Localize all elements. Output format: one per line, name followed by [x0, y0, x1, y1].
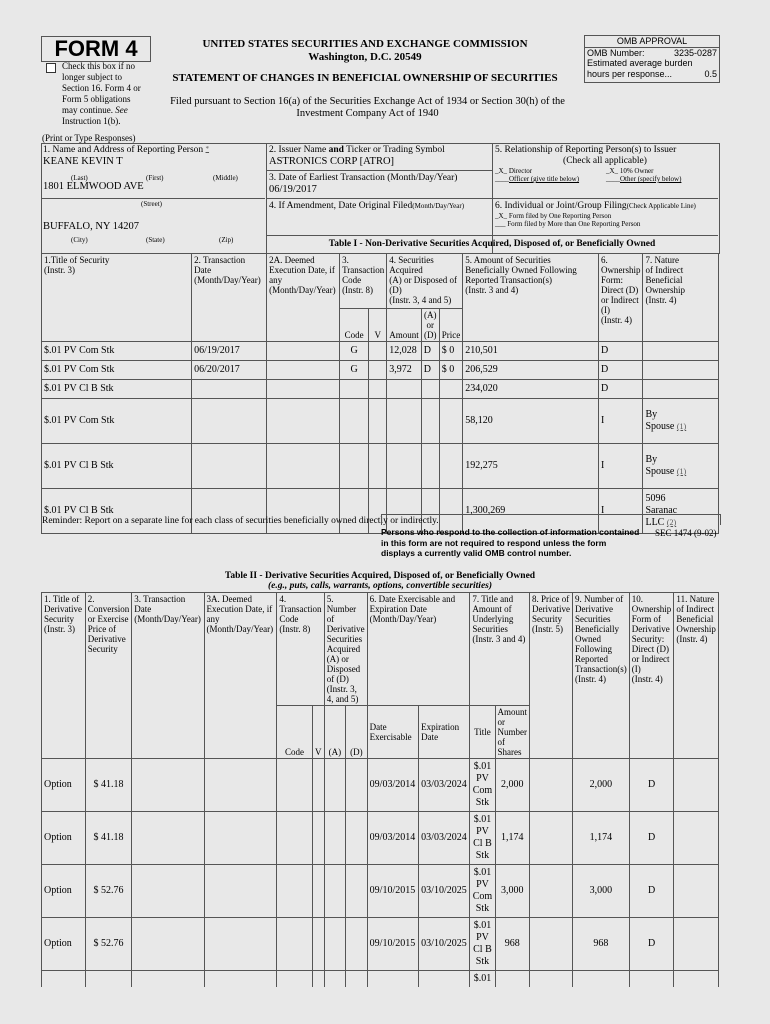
t1-transaction-date: 06/19/2017 — [192, 342, 267, 361]
t1-nature — [643, 380, 719, 399]
t2-price-derivative — [530, 971, 573, 988]
t1-owned: 1,300,269 — [463, 489, 599, 534]
t2-ownership-form: D — [629, 865, 674, 918]
t2-transaction-date — [132, 812, 204, 865]
t2-code — [277, 918, 312, 971]
t1-code: G — [340, 342, 369, 361]
t1-ownership-form: I — [598, 399, 643, 444]
last-label: (Last) — [71, 174, 88, 182]
reporting-name-label: 1. Name and Address of Reporting Person — [43, 145, 204, 155]
t2-amount-header: Amount or Number of Shares — [495, 706, 530, 759]
t2-conversion-price: $ 41.18 — [85, 812, 132, 865]
t1-nature — [643, 489, 719, 534]
middle-label: (Middle) — [213, 174, 238, 182]
t2-date-exercisable: 09/03/2014 — [367, 812, 419, 865]
t2-v — [312, 918, 324, 971]
t2-security-title: Option — [42, 865, 86, 918]
omb-hours: 0.5 — [704, 68, 717, 79]
t1-v — [369, 380, 387, 399]
t1-deemed-date — [267, 361, 340, 380]
t1-ownership-form: I — [598, 444, 643, 489]
t1-nature — [643, 444, 719, 489]
t1-row — [42, 361, 719, 380]
t1-footnote-link[interactable]: (1) — [676, 467, 687, 476]
t2-deemed-date — [204, 865, 277, 918]
t1-owned: 192,275 — [463, 444, 599, 489]
t2-col7-header: 7. Title and Amount of Underlying Securities (Instr. 3 and 4) — [470, 593, 530, 706]
t2-deemed-date — [204, 918, 277, 971]
t2-disposed — [346, 812, 368, 865]
t1-security-title: $.01 PV Cl B Stk — [42, 444, 192, 489]
t2-col5-header: 5. Number of Derivative Securities Acquired (A) or Disposed of (D) (Instr. 3, 4, and 5) — [324, 593, 367, 706]
omb-title: OMB APPROVAL — [585, 36, 719, 48]
t1-price — [439, 380, 463, 399]
t2-expiration-date: 03/03/2024 — [419, 759, 470, 812]
t1-code — [340, 399, 369, 444]
t2-row — [42, 759, 719, 812]
t2-ownership-form: D — [629, 812, 674, 865]
other-option[interactable]: ____Other (specify below) — [606, 175, 682, 183]
t2-conversion-price: $ 52.76 — [85, 865, 132, 918]
t2-row — [42, 971, 719, 988]
filed-pursuant-line1: Filed pursuant to Section 16(a) of the Securities Exchange Act of 1934 or Section 30(h) of the — [170, 96, 565, 107]
t1-price-header: Price — [439, 309, 463, 342]
t1-col1-header: 1.Title of Security (Instr. 3) — [42, 254, 192, 342]
street-label: (Street) — [141, 200, 162, 208]
t1-amount — [387, 380, 422, 399]
t2-d-header: (D) — [346, 706, 368, 759]
persons-notice: Persons who respond to the collection of information contained in this form are not required to respond unless the form displays a currently valid OMB control number. — [381, 527, 640, 558]
t2-conversion-price: $ 52.76 — [85, 918, 132, 971]
t1-aord — [421, 444, 439, 489]
t1-owned: 210,501 — [463, 342, 599, 361]
t2-row — [42, 865, 719, 918]
t1-v — [369, 399, 387, 444]
t2-col4-header: 4. Transaction Code (Instr. 8) — [277, 593, 324, 706]
t2-disposed — [346, 865, 368, 918]
t2-deemed-date — [204, 759, 277, 812]
t2-acquired — [324, 918, 345, 971]
t1-nature — [643, 342, 719, 361]
t1-security-title: $.01 PV Cl B Stk — [42, 380, 192, 399]
t2-conversion-price — [85, 971, 132, 988]
officer-option[interactable]: ____Officer (give title below) — [495, 175, 580, 183]
t2-v — [312, 971, 324, 988]
more-persons-option[interactable]: ___ Form filed by More than One Reporting Person — [495, 220, 641, 228]
omb-hours-label: hours per response... — [587, 68, 673, 79]
t2-v — [312, 812, 324, 865]
t2-ownership-form: D — [629, 759, 674, 812]
t2-code — [277, 812, 312, 865]
t1-col3-header: 2A. Deemed Execution Date, if any (Month/Day/Year) — [267, 254, 340, 342]
t1-price: $ 0 — [439, 342, 463, 361]
t2-transaction-date — [132, 971, 204, 988]
t2-date-exercisable: 09/03/2014 — [367, 759, 419, 812]
t1-v — [369, 361, 387, 380]
t2-nature — [674, 759, 719, 812]
t1-code — [340, 489, 369, 534]
t1-nature — [643, 399, 719, 444]
t2-underlying-amount: 1,174 — [495, 812, 530, 865]
t2-col2-header: 2. Conversion or Exercise Price of Derivative Security — [85, 593, 132, 759]
t1-security-title: $.01 PV Cl B Stk — [42, 489, 192, 534]
t1-ownership-form: D — [598, 342, 643, 361]
t1-col2-header: 2. Transaction Date (Month/Day/Year) — [192, 254, 267, 342]
sec-code: SEC 1474 (9-02) — [655, 528, 717, 538]
t1-security-title: $.01 PV Com Stk — [42, 342, 192, 361]
t2-col10-header: 10. Ownership Form of Derivative Security: Direct (D) or Indirect (I) (Instr. 4) — [629, 593, 674, 759]
t1-security-title: $.01 PV Com Stk — [42, 399, 192, 444]
t1-nature-text: By Spouse — [645, 454, 675, 477]
director-option[interactable]: _X_ Director — [495, 167, 533, 175]
no-longer-subject-checkbox[interactable] — [46, 63, 56, 73]
t2-acquired — [324, 971, 345, 988]
t2-col1-header: 1. Title of Derivative Security (Instr. 3) — [42, 593, 86, 759]
omb-approval-box — [584, 35, 720, 83]
agency-name: UNITED STATES SECURITIES AND EXCHANGE COMMISSION — [202, 38, 528, 50]
individual-filing-label: 6. Individual or Joint/Group Filing(Check Applicable Line) — [495, 201, 696, 211]
earliest-date: 06/19/2017 — [269, 184, 317, 195]
city-label: (City) — [71, 236, 88, 244]
table1 — [41, 253, 719, 534]
t2-col3a-header: 3A. Deemed Execution Date, if any (Month/Day/Year) — [204, 593, 277, 759]
t1-transaction-date — [192, 444, 267, 489]
t2-expiration-date: 03/03/2024 — [419, 812, 470, 865]
t2-title-header: Title — [470, 706, 495, 759]
t1-amount — [387, 444, 422, 489]
t1-row — [42, 380, 719, 399]
t1-aord — [421, 399, 439, 444]
t2-row — [42, 918, 719, 971]
zip-label: (Zip) — [219, 236, 234, 244]
t2-owned: 968 — [573, 918, 630, 971]
t2-code — [277, 865, 312, 918]
t1-amount — [387, 399, 422, 444]
table2 — [41, 592, 719, 987]
t1-col4-header: 3. Transaction Code (Instr. 8) — [340, 254, 387, 309]
t2-owned — [573, 971, 630, 988]
issuer-name: ASTRONICS CORP [ATRO] — [269, 156, 395, 167]
t1-transaction-date — [192, 380, 267, 399]
t2-disposed — [346, 918, 368, 971]
t1-owned: 58,120 — [463, 399, 599, 444]
t1-deemed-date — [267, 489, 340, 534]
omb-number: 3235-0287 — [673, 47, 717, 58]
t2-transaction-date — [132, 759, 204, 812]
t2-code-header: Code — [277, 706, 312, 759]
t1-owned: 234,020 — [463, 380, 599, 399]
t1-price — [439, 444, 463, 489]
t2-acquired — [324, 865, 345, 918]
t1-v — [369, 444, 387, 489]
t2-expiration-date — [419, 971, 470, 988]
t2-security-title — [42, 971, 86, 988]
t2-price-derivative — [530, 918, 573, 971]
t1-col5-header: 4. Securities Acquired (A) or Disposed of (D) (Instr. 3, 4 and 5) — [387, 254, 463, 309]
t1-price: $ 0 — [439, 361, 463, 380]
t1-aord — [421, 380, 439, 399]
t2-col3-header: 3. Transaction Date (Month/Day/Year) — [132, 593, 204, 759]
filed-pursuant-line2: Investment Company Act of 1940 — [296, 108, 439, 119]
t2-transaction-date — [132, 918, 204, 971]
t1-security-title: $.01 PV Com Stk — [42, 361, 192, 380]
table2-title: Table II - Derivative Securities Acquired, Disposed of, or Beneficially Owned — [224, 571, 536, 581]
t2-conversion-price: $ 41.18 — [85, 759, 132, 812]
t1-ownership-form: D — [598, 361, 643, 380]
t2-v — [312, 865, 324, 918]
t1-ownership-form: D — [598, 380, 643, 399]
t2-deemed-date — [204, 971, 277, 988]
t1-v-header: V — [369, 309, 387, 342]
t2-price-derivative — [530, 759, 573, 812]
t2-date-exercisable — [367, 971, 419, 988]
t2-col11-header: 11. Nature of Indirect Beneficial Ownership (Instr. 4) — [674, 593, 719, 759]
issuer-label: 2. Issuer Name and Ticker or Trading Symbol — [269, 145, 445, 155]
t1-owned: 206,529 — [463, 361, 599, 380]
reporting-name: KEANE KEVIN T — [43, 156, 123, 167]
t1-aord: D — [421, 342, 439, 361]
checkbox-text: Check this box if no longer subject to Section 16. Form 4 or Form 5 obligations may continue. See Instruction 1(b). — [62, 61, 141, 126]
t2-underlying-amount: 968 — [495, 918, 530, 971]
t2-underlying-amount — [495, 971, 530, 988]
t2-owned: 3,000 — [573, 865, 630, 918]
t1-amount-header: Amount — [387, 309, 422, 342]
t2-code — [277, 971, 312, 988]
t1-code-header: Code — [340, 309, 369, 342]
t2-underlying-amount: 2,000 — [495, 759, 530, 812]
t2-deemed-date — [204, 812, 277, 865]
t2-exercisable-header: Date Exercisable — [367, 706, 419, 759]
amendment-label: 4. If Amendment, Date Original Filed(Month/Day/Year) — [269, 201, 465, 211]
t2-nature — [674, 971, 719, 988]
t2-underlying-title: $.01 PV Cl B Stk — [470, 812, 495, 865]
t1-row — [42, 444, 719, 489]
t2-price-derivative — [530, 812, 573, 865]
t2-ownership-form: D — [629, 918, 674, 971]
t1-amount: 12,028 — [387, 342, 422, 361]
city-state-zip: BUFFALO, NY 14207 — [43, 221, 139, 232]
t2-acquired — [324, 812, 345, 865]
t2-expiration-header: Expiration Date — [419, 706, 470, 759]
one-person-option[interactable]: _X_ Form filed by One Reporting Person — [495, 212, 612, 220]
t1-v — [369, 342, 387, 361]
t1-deemed-date — [267, 399, 340, 444]
t1-transaction-date — [192, 489, 267, 534]
ten-percent-owner-option[interactable]: _X_ 10% Owner — [606, 167, 654, 175]
t2-a-header: (A) — [324, 706, 345, 759]
t1-aord-header: (A) or (D) — [421, 309, 439, 342]
t2-v — [312, 759, 324, 812]
t2-code — [277, 759, 312, 812]
t2-expiration-date: 03/10/2025 — [419, 865, 470, 918]
t2-security-title: Option — [42, 918, 86, 971]
street-address: 1801 ELMWOOD AVE — [43, 181, 144, 192]
form-title: FORM 4 — [41, 36, 151, 62]
t1-ownership-form: I — [598, 489, 643, 534]
t1-col6-header: 5. Amount of Securities Beneficially Owned Following Reported Transaction(s) (Instr. 3 and 4) — [463, 254, 599, 342]
t2-nature — [674, 918, 719, 971]
t1-code: G — [340, 361, 369, 380]
reminder-text: Reminder: Report on a separate line for each class of securities beneficially owned directly or indirectly. — [42, 516, 439, 526]
reporting-name-footnote[interactable]: * — [205, 145, 210, 153]
earliest-date-label: 3. Date of Earliest Transaction (Month/Day/Year) — [269, 173, 458, 183]
omb-number-label: OMB Number: — [587, 47, 645, 58]
t2-date-exercisable: 09/10/2015 — [367, 865, 419, 918]
t2-transaction-date — [132, 865, 204, 918]
t2-disposed — [346, 971, 368, 988]
t2-row — [42, 812, 719, 865]
t1-code — [340, 380, 369, 399]
reporting-section — [41, 143, 719, 253]
t2-expiration-date: 03/10/2025 — [419, 918, 470, 971]
t1-nature — [643, 361, 719, 380]
t1-nature-text: By Spouse — [645, 409, 675, 432]
t1-row — [42, 399, 719, 444]
t2-v-header: V — [312, 706, 324, 759]
t2-owned: 1,174 — [573, 812, 630, 865]
t2-col9-header: 9. Number of Derivative Securities Beneficially Owned Following Reported Transaction(s) (Instr. 4) — [573, 593, 630, 759]
t2-col6-header: 6. Date Exercisable and Expiration Date (Month/Day/Year) — [367, 593, 470, 706]
t1-price — [439, 399, 463, 444]
t2-underlying-title: $.01 PV Com Stk — [470, 759, 495, 812]
t1-nature-text: 5096 Saranac LLC — [645, 493, 678, 528]
t2-date-exercisable: 09/10/2015 — [367, 918, 419, 971]
statement-title: STATEMENT OF CHANGES IN BENEFICIAL OWNERSHIP OF SECURITIES — [172, 72, 558, 84]
t2-disposed — [346, 759, 368, 812]
table1-title: Table I - Non-Derivative Securities Acquired, Disposed of, or Beneficially Owned — [328, 239, 656, 249]
t2-col8-header: 8. Price of Derivative Security (Instr. 5) — [530, 593, 573, 759]
t1-transaction-date: 06/20/2017 — [192, 361, 267, 380]
t2-underlying-amount: 3,000 — [495, 865, 530, 918]
t2-ownership-form — [629, 971, 674, 988]
t2-nature — [674, 865, 719, 918]
table2-subtitle: (e.g., puts, calls, warrants, options, convertible securities) — [267, 581, 493, 591]
t2-security-title: Option — [42, 759, 86, 812]
omb-burden: Estimated average burden — [587, 58, 693, 68]
t1-deemed-date — [267, 380, 340, 399]
t1-col8-header: 7. Nature of Indirect Beneficial Ownership (Instr. 4) — [643, 254, 719, 342]
t2-underlying-title: $.01 PV Com Stk — [470, 865, 495, 918]
t1-code — [340, 444, 369, 489]
first-label: (First) — [146, 174, 164, 182]
t1-deemed-date — [267, 342, 340, 361]
t2-underlying-title: $.01 PV Cl B Stk — [470, 918, 495, 971]
t2-acquired — [324, 759, 345, 812]
agency-location: Washington, D.C. 20549 — [308, 51, 422, 63]
t1-col7-header: 6. Ownership Form: Direct (D) or Indirect (I) (Instr. 4) — [598, 254, 643, 342]
t1-amount: 3,972 — [387, 361, 422, 380]
t2-owned: 2,000 — [573, 759, 630, 812]
state-label: (State) — [146, 236, 165, 244]
relationship-label: 5. Relationship of Reporting Person(s) to Issuer — [495, 145, 677, 155]
print-type-note: (Print or Type Responses) — [42, 133, 136, 143]
t2-nature — [674, 812, 719, 865]
t2-price-derivative — [530, 865, 573, 918]
t1-aord: D — [421, 361, 439, 380]
t1-transaction-date — [192, 399, 267, 444]
t1-row — [42, 342, 719, 361]
t1-footnote-link[interactable]: (1) — [676, 422, 687, 431]
t1-footnote-link[interactable]: (2) — [666, 518, 677, 527]
t1-deemed-date — [267, 444, 340, 489]
relationship-sub: (Check all applicable) — [563, 156, 647, 166]
t2-security-title: Option — [42, 812, 86, 865]
t2-underlying-title: $.01 — [470, 971, 495, 988]
